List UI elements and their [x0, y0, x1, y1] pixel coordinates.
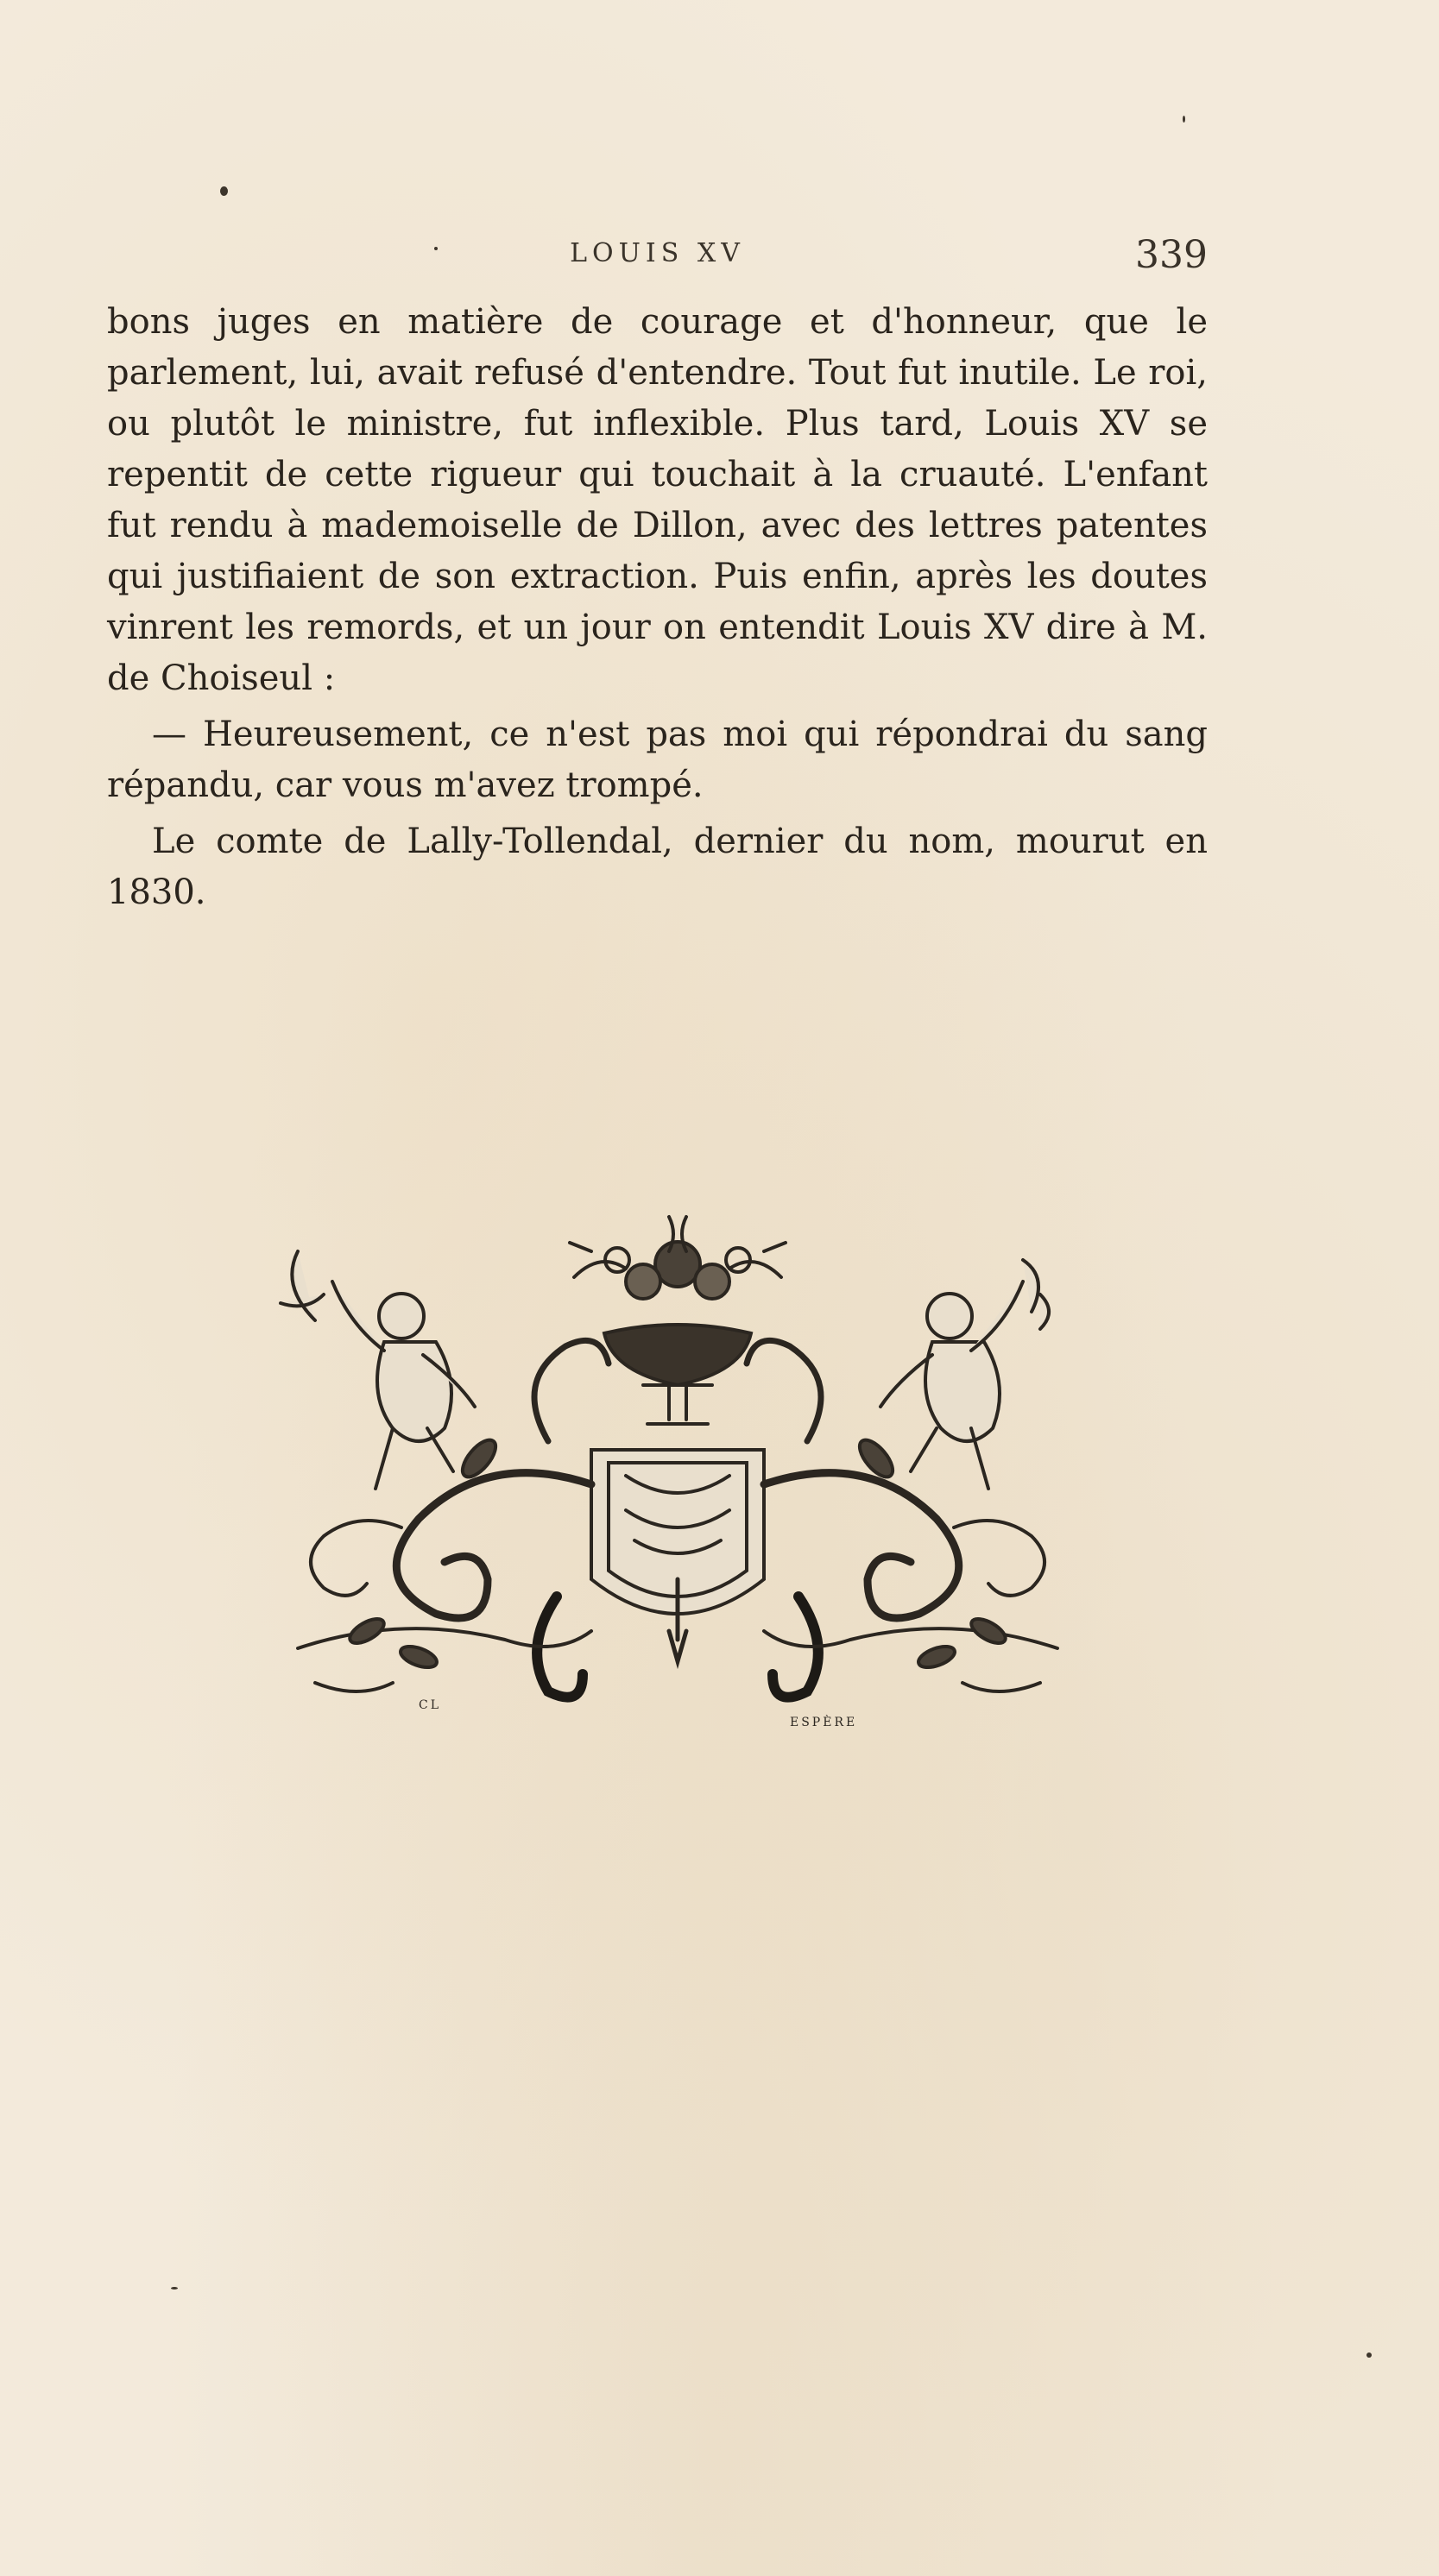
cherub-left — [281, 1251, 475, 1489]
engraver-signature-left: CL — [419, 1698, 442, 1712]
cherub-right — [880, 1260, 1049, 1489]
engraver-signature-right: ESPÈRE — [790, 1716, 858, 1729]
central-cartouche — [591, 1450, 764, 1661]
urn-with-flowers — [570, 1217, 786, 1424]
paragraph: bons juges en matière de courage et d'honneur, que le parlement, lui, avait refusé d'entendre. Tout fut inutile. Le roi, ou plutôt le ministre, fut inflexible. Plus tard, Louis XV se repentit de cette rigueur qui touchait à la cruauté. L'enfant fut rendu à mademoiselle de Dillon, avec des lettres patentes qui justifiaient de son extraction. Puis enfin, après les doutes vinrent les remords, et un jour on entendit Louis XV dire à M. de Choiseul : — [107, 302, 1208, 698]
running-title: LOUIS XV — [570, 238, 745, 268]
ornament-engraving — [263, 1200, 1092, 1735]
paragraph: Le comte de Lally-Tollendal, dernier du nom, mourut en 1830. — [107, 822, 1208, 912]
tailpiece-ornament — [263, 1200, 1092, 1735]
body-text — [107, 297, 1208, 918]
page-number: 339 — [1135, 233, 1208, 277]
ink-speck — [220, 186, 228, 196]
paragraph: — Heureusement, ce n'est pas moi qui répondrai du sang répandu, car vous m'avez trompé. — [107, 715, 1208, 805]
ink-speck — [1183, 116, 1185, 123]
ink-speck — [1366, 2352, 1372, 2358]
page-header — [107, 233, 1208, 281]
ink-speck — [171, 2287, 178, 2289]
